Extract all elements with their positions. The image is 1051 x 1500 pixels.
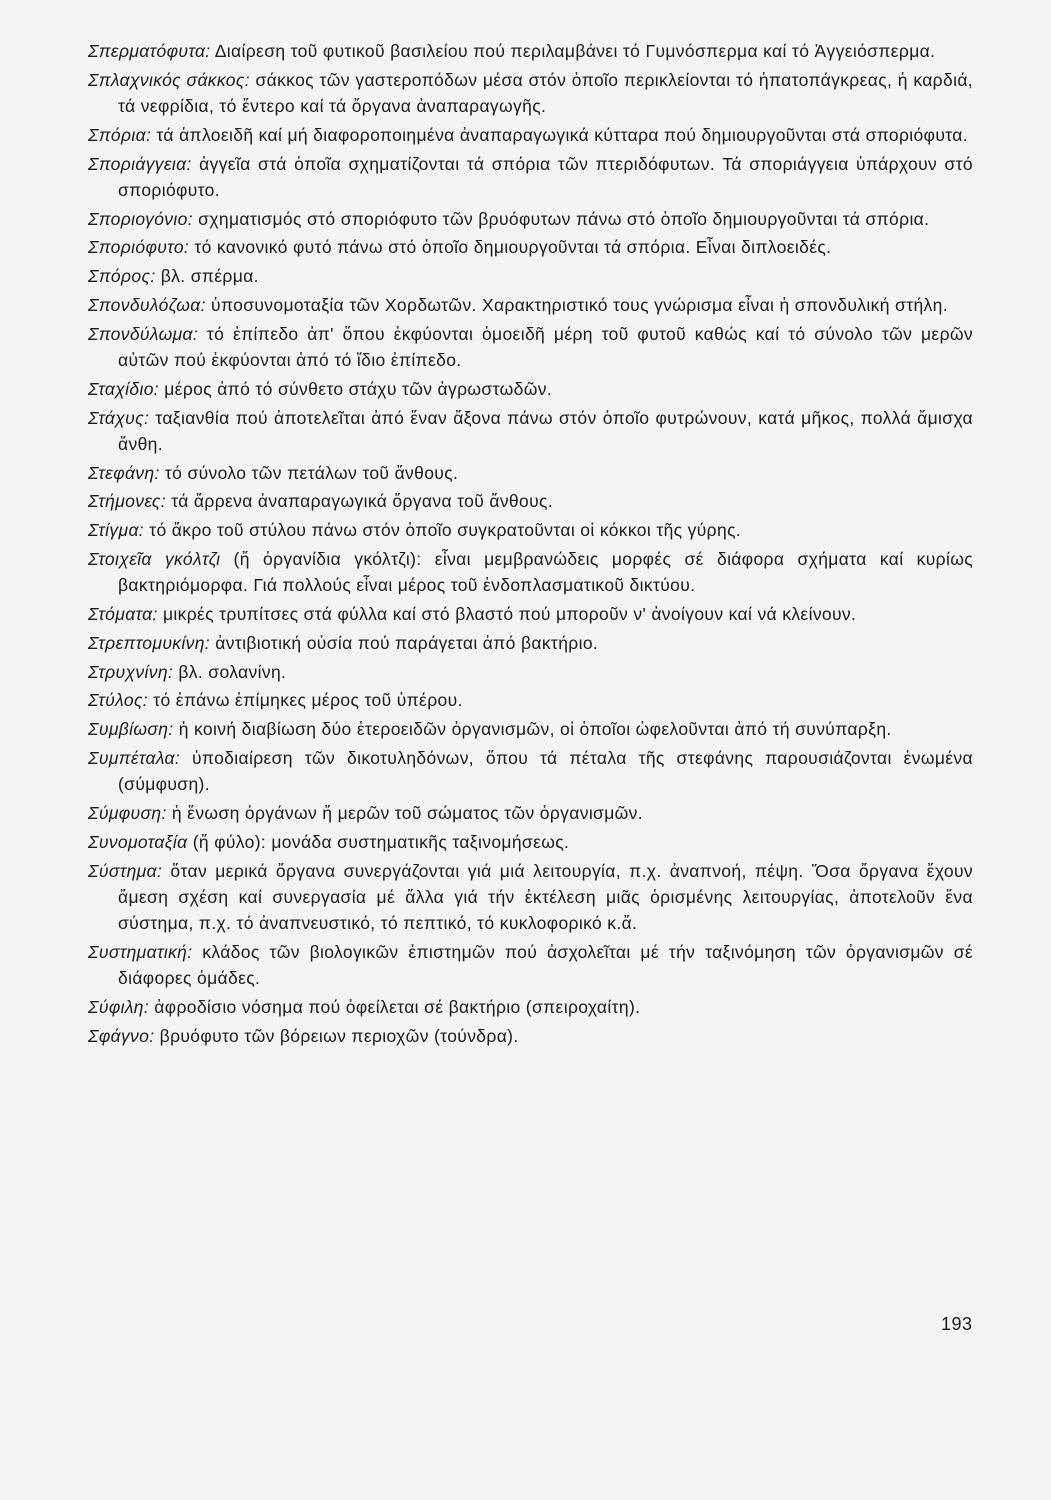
entry-term: Στύλος: bbox=[88, 690, 149, 711]
glossary-entry bbox=[88, 829, 973, 855]
glossary-entry bbox=[88, 687, 973, 713]
entry-definition: τό ἐπάνω ἐπίμηκες μέρος τοῦ ὑπέρου. bbox=[153, 690, 463, 711]
glossary-entry bbox=[88, 460, 973, 486]
glossary-entry bbox=[88, 517, 973, 543]
entry-term: Σφάγνο: bbox=[88, 1025, 155, 1046]
glossary-entry bbox=[88, 858, 973, 937]
glossary-entry bbox=[88, 939, 973, 991]
entry-term: Σποριόφυτο: bbox=[88, 237, 190, 258]
glossary-entry bbox=[88, 122, 973, 148]
entry-term: Σύφιλη: bbox=[88, 996, 150, 1017]
entry-term: Σπόρος: bbox=[88, 266, 156, 287]
entry-term: Σύστημα: bbox=[88, 860, 163, 881]
glossary-entry bbox=[88, 994, 973, 1020]
entry-term: Στόματα: bbox=[88, 603, 158, 624]
entry-term: Σύμφυση: bbox=[88, 802, 167, 823]
entry-term: Σπονδύλωμα: bbox=[88, 323, 199, 344]
entry-definition: ἡ ἕνωση ὀργάνων ἤ μερῶν τοῦ σώματος τῶν ὀργανισμῶν. bbox=[171, 802, 643, 823]
glossary-entry bbox=[88, 38, 973, 64]
entry-definition: ταξιανθία πού ἀποτελεῖται ἀπό ἕναν ἄξονα πάνω στόν ὁποῖο φυτρώνουν, κατά μῆκος, πολλά ἄμισχα ἄνθη. bbox=[118, 407, 973, 454]
glossary-entry bbox=[88, 405, 973, 457]
entry-definition: βλ. σολανίνη. bbox=[178, 661, 287, 682]
glossary-entry bbox=[88, 488, 973, 514]
entry-term: Στρυχνίνη: bbox=[88, 661, 174, 682]
entry-term: Σταχίδιο: bbox=[88, 378, 160, 399]
glossary-entries bbox=[88, 38, 973, 1051]
glossary-entry bbox=[88, 546, 973, 598]
entry-definition: σχηματισμός στό σποριόφυτο τῶν βρυόφυτων πάνω στό ὁποῖο δημιουργοῦνται τά σπόρια. bbox=[198, 208, 930, 229]
entry-definition: ἀφροδίσιο νόσημα πού ὀφείλεται σέ βακτήριο (σπειροχαίτη). bbox=[154, 996, 641, 1017]
glossary-entry bbox=[88, 601, 973, 627]
entry-term: Στεφάνη: bbox=[88, 462, 160, 483]
entry-term: Συνομοταξία bbox=[88, 831, 188, 852]
entry-definition: μέρος ἀπό τό σύνθετο στάχυ τῶν ἀγρωστωδῶν. bbox=[164, 378, 553, 399]
entry-definition: τό ἐπίπεδο ἀπ' ὅπου ἐκφύονται ὁμοειδῆ μέρη τοῦ φυτοῦ καθώς καί τό σύνολο τῶν μερῶν αὐτῶν πού ἐκφύονται ἀπό τό ἴδιο ἐπίπεδο. bbox=[118, 323, 973, 370]
entry-term: Σποριογόνιο: bbox=[88, 208, 193, 229]
entry-term: Στίγμα: bbox=[88, 520, 144, 541]
entry-term: Σπονδυλόζωα: bbox=[88, 294, 206, 315]
entry-definition: βλ. σπέρμα. bbox=[160, 266, 259, 287]
entry-definition: τό σύνολο τῶν πετάλων τοῦ ἄνθους. bbox=[164, 462, 459, 483]
entry-term: Συμβίωση: bbox=[88, 719, 174, 740]
glossary-entry bbox=[88, 659, 973, 685]
glossary-entry bbox=[88, 716, 973, 742]
entry-definition: τά ἁπλοειδῆ καί μή διαφοροποιημένα ἀναπαραγωγικά κύτταρα πού δημιουργοῦνται στά σποριόφυτα. bbox=[156, 124, 968, 145]
glossary-entry bbox=[88, 151, 973, 203]
page-number: 193 bbox=[941, 1314, 973, 1334]
entry-definition: τό ἄκρο τοῦ στύλου πάνω στόν ὁποῖο συγκρατοῦνται οἱ κόκκοι τῆς γύρης. bbox=[149, 520, 742, 541]
entry-definition: τά ἄρρενα ἀναπαραγωγικά ὄργανα τοῦ ἄνθους. bbox=[171, 491, 554, 512]
entry-definition: ὅταν μερικά ὄργανα συνεργάζονται γιά μιά λειτουργία, π.χ. ἀναπνοή, πέψη. Ὅσα ὄργανα ἔχουν ἄμεση σχέση καί συνεργασία μέ ἄλλα γιά τήν ἐκτέλεση μιᾶς ὁρισμένης λειτουργίας, ἀποτελοῦν ἕνα σύστημα, π.χ. τό ἀναπνευστικό, τό πεπτικό, τό κυκλοφορικό κ.ἄ. bbox=[118, 860, 973, 933]
entry-definition: βρυόφυτο τῶν βόρειων περιοχῶν (τούνδρα). bbox=[159, 1025, 519, 1046]
entry-term: Σπλαχνικός σάκκος: bbox=[88, 69, 250, 90]
glossary-entry bbox=[88, 67, 973, 119]
entry-term: Συμπέταλα: bbox=[88, 747, 181, 768]
glossary-entry bbox=[88, 745, 973, 797]
entry-term: Σπόρια: bbox=[88, 124, 152, 145]
glossary-entry bbox=[88, 800, 973, 826]
entry-definition: σάκκος τῶν γαστεροπόδων μέσα στόν ὁποῖο περικλείονται τό ἡπατοπάγκρεας, ἡ καρδιά, τά νεφρίδια, τό ἔντερο καί τά ὄργανα ἀναπαραγωγῆς. bbox=[118, 69, 973, 116]
entry-definition: ἡ κοινή διαβίωση δύο ἑτεροειδῶν ὀργανισμῶν, οἱ ὁποῖοι ὠφελοῦνται ἀπό τή συνύπαρξη. bbox=[178, 719, 892, 740]
entry-definition: κλάδος τῶν βιολογικῶν ἐπιστημῶν πού ἀσχολεῖται μέ τήν ταξινόμηση τῶν ὀργανισμῶν σέ διάφορες ὁμάδες. bbox=[118, 941, 973, 988]
glossary-entry bbox=[88, 321, 973, 373]
entry-term: Σπερματόφυτα: bbox=[88, 41, 211, 61]
entry-term: Στάχυς: bbox=[88, 407, 150, 428]
glossary-entry bbox=[88, 1023, 973, 1049]
glossary-entry bbox=[88, 206, 973, 232]
entry-term: Στρεπτομυκίνη: bbox=[88, 632, 211, 653]
entry-definition: (ἤ φύλο): μονάδα συστηματικῆς ταξινομήσεως. bbox=[192, 831, 570, 852]
entry-definition: Διαίρεση τοῦ φυτικοῦ βασιλείου πού περιλαμβάνει τό Γυμνόσπερμα καί τό Ἀγγειόσπερμα. bbox=[214, 41, 936, 61]
entry-term: Στήμονες: bbox=[88, 491, 167, 512]
entry-term: Συστηματική: bbox=[88, 941, 193, 962]
entry-definition: μικρές τρυπίτσες στά φύλλα καί στό βλαστό πού μποροῦν ν' ἀνοίγουν καί νά κλείνουν. bbox=[162, 603, 857, 624]
glossary-entry bbox=[88, 292, 973, 318]
entry-definition: ἀντιβιοτική οὐσία πού παράγεται ἀπό βακτήριο. bbox=[215, 632, 599, 653]
glossary-entry bbox=[88, 630, 973, 656]
entry-term: Στοιχεῖα γκόλτζι bbox=[88, 548, 221, 569]
glossary-entry bbox=[88, 376, 973, 402]
glossary-entry bbox=[88, 234, 973, 260]
entry-definition: ὑποσυνομοταξία τῶν Χορδωτῶν. Χαρακτηριστικό τους γνώρισμα εἶναι ἡ σπονδυλική στήλη. bbox=[211, 294, 948, 315]
entry-definition: τό κανονικό φυτό πάνω στό ὁποῖο δημιουργοῦνται τά σπόρια. Εἶναι διπλοειδές. bbox=[194, 237, 832, 258]
entry-definition: ἀγγεῖα στά ὁποῖα σχηματίζονται τά σπόρια τῶν πτεριδόφυτων. Τά σποριάγγεια ὑπάρχουν στό σποριόφυτο. bbox=[118, 153, 973, 200]
entry-term: Σποριάγγεια: bbox=[88, 153, 192, 174]
entry-definition: ὑποδιαίρεση τῶν δικοτυληδόνων, ὅπου τά πέταλα τῆς στεφάνης παρουσιάζονται ἑνωμένα (σύμφυση). bbox=[118, 747, 974, 795]
glossary-entry bbox=[88, 263, 973, 289]
entry-definition: (ἤ ὀργανίδια γκόλτζι): εἶναι μεμβρανώδεις μορφές σέ διάφορα σχήματα καί κυρίως βακτηριόμορφα. Γιά πολλούς εἶναι μέρος τοῦ ἐνδοπλασματικοῦ δικτύου. bbox=[118, 548, 973, 596]
